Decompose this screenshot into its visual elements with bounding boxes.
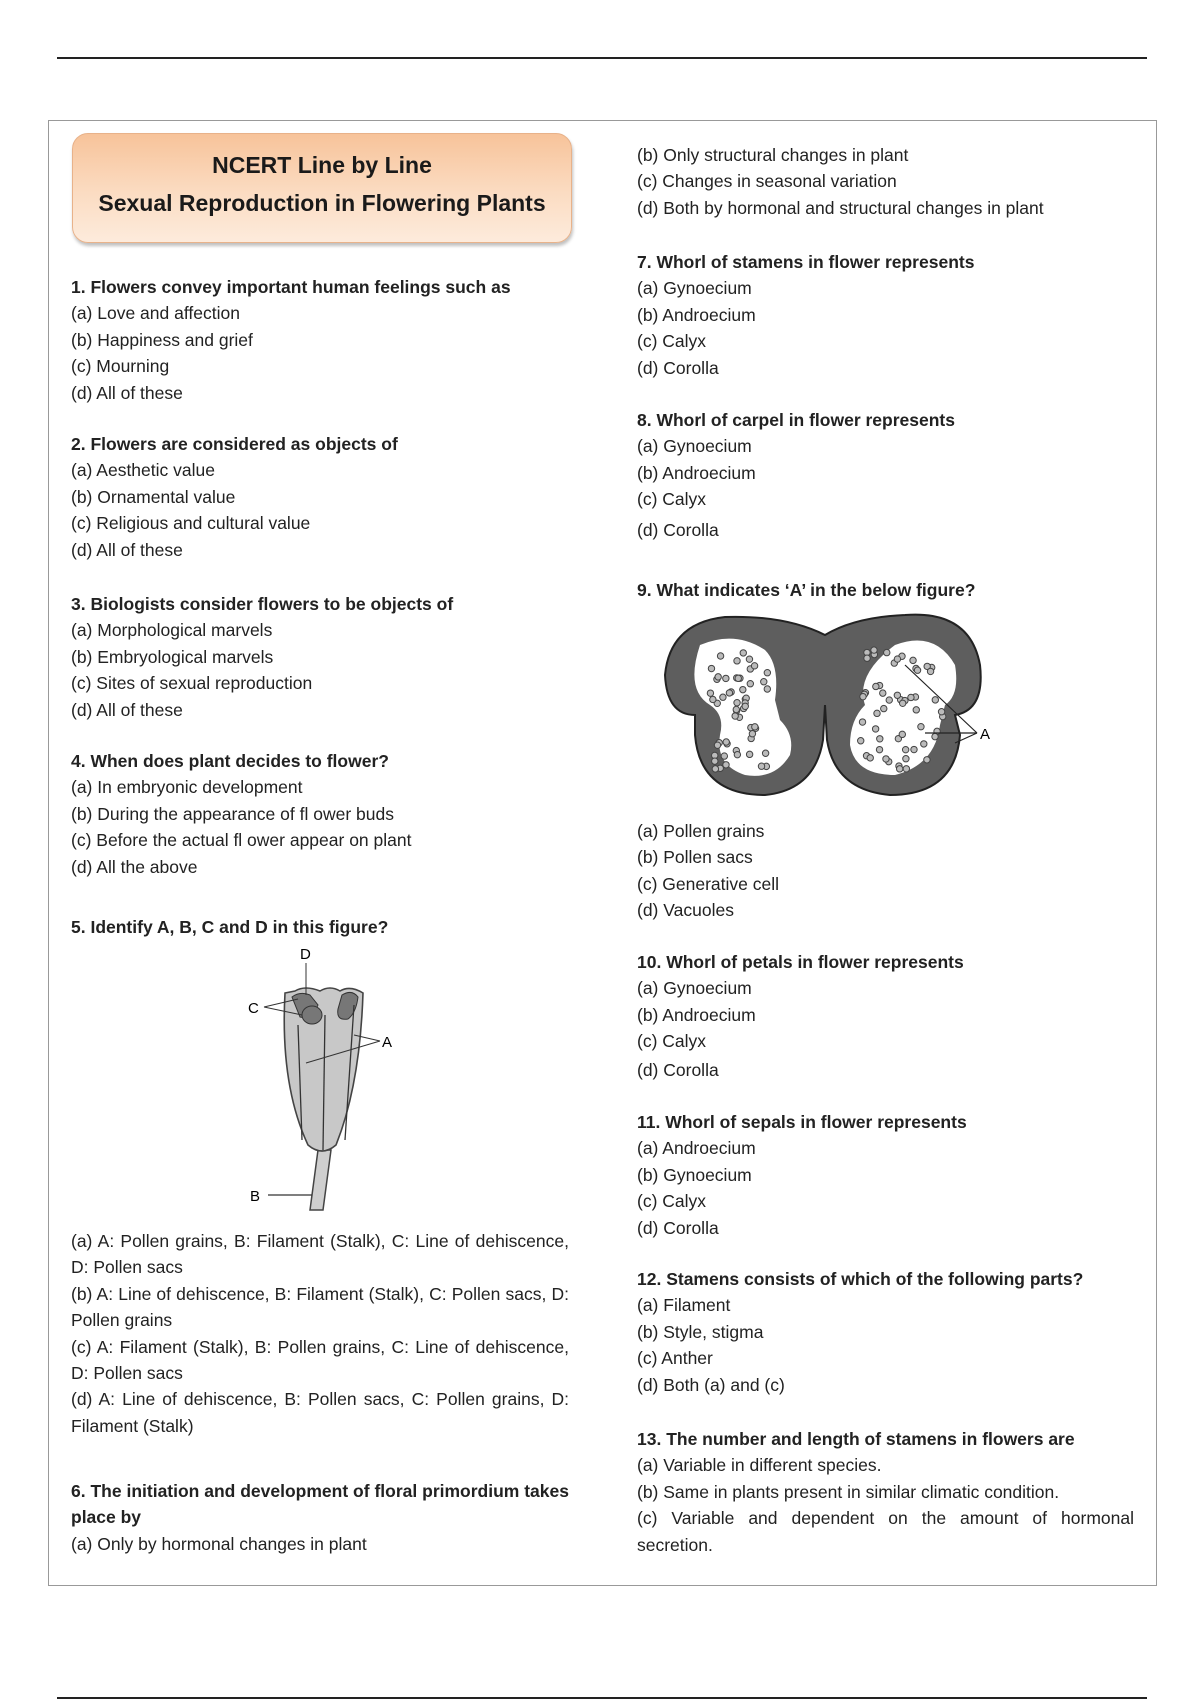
pollen-grain-mark bbox=[721, 753, 727, 759]
option: (c) Changes in seasonal variation bbox=[637, 171, 897, 192]
pollen-grain-mark bbox=[874, 710, 880, 716]
title-line-2: Sexual Reproduction in Flowering Plants bbox=[98, 190, 546, 216]
pollen-grain-mark bbox=[752, 724, 758, 730]
option: (c) Religious and cultural value bbox=[71, 513, 311, 534]
question-5 bbox=[71, 914, 571, 940]
pollen-grain-mark bbox=[908, 694, 914, 700]
title-line-1: NCERT Line by Line bbox=[212, 152, 432, 178]
option: (d) All of these bbox=[71, 539, 183, 560]
option: (a) In embryonic development bbox=[71, 777, 303, 798]
option: (a) Gynoecium bbox=[637, 436, 752, 457]
question-11 bbox=[637, 1109, 1137, 1241]
pollen-grain-mark bbox=[903, 756, 909, 762]
pollen-grain-mark bbox=[746, 751, 752, 757]
pollen-grain-mark bbox=[867, 755, 873, 761]
option: (b) Happiness and grief bbox=[71, 329, 253, 350]
option: (d) Corolla bbox=[637, 1217, 719, 1238]
pollen-grain-mark bbox=[924, 757, 930, 763]
pollen-grain-mark bbox=[726, 690, 732, 696]
pollen-grain-mark bbox=[764, 669, 770, 675]
question-text: 1. Flowers convey important human feelings such as bbox=[71, 277, 511, 297]
option: (a) Morphological marvels bbox=[71, 620, 273, 641]
pollen-grain-mark bbox=[876, 746, 882, 752]
footer-rule bbox=[57, 1697, 1147, 1699]
option: (d) All the above bbox=[71, 856, 198, 877]
question-text: 6. The initiation and development of floral primordium takes place by bbox=[71, 1481, 569, 1528]
pollen-grain-mark bbox=[714, 742, 720, 748]
pollen-grain-mark bbox=[913, 707, 919, 713]
question-7 bbox=[637, 249, 1137, 381]
option: (d) Both (a) and (c) bbox=[637, 1374, 785, 1395]
pollen-grain-mark bbox=[747, 680, 753, 686]
option: (a) A: Pollen grains, B: Filament (Stalk), C: Line of dehiscence, D: Pollen sacs bbox=[71, 1231, 569, 1278]
pollen-grain-mark bbox=[911, 746, 917, 752]
question-text: 9. What indicates ‘A’ in the below figure? bbox=[637, 580, 976, 600]
pollen-grain-mark bbox=[886, 697, 892, 703]
question-text: 13. The number and length of stamens in flowers are bbox=[637, 1429, 1075, 1449]
option: (b) Style, stigma bbox=[637, 1321, 764, 1342]
option: (c) Anther bbox=[637, 1348, 713, 1369]
option: (a) Gynoecium bbox=[637, 278, 752, 299]
pollen-grain-mark bbox=[872, 726, 878, 732]
pollen-grain-mark bbox=[764, 686, 770, 692]
option: (b) Pollen sacs bbox=[637, 847, 753, 868]
option: (b) Ornamental value bbox=[71, 486, 236, 507]
option: (c) Mourning bbox=[71, 356, 170, 377]
option: (b) Androecium bbox=[637, 304, 756, 325]
question-text: 10. Whorl of petals in flower represents bbox=[637, 952, 964, 972]
pollen-grain-mark bbox=[749, 731, 755, 737]
option: (b) Androecium bbox=[637, 1004, 756, 1025]
option: (d) Corolla bbox=[637, 519, 719, 540]
question-8 bbox=[637, 407, 1137, 543]
pollen-grain-mark bbox=[740, 686, 746, 692]
question-1 bbox=[71, 274, 571, 406]
pollen-grain-mark bbox=[710, 696, 716, 702]
option: (b) During the appearance of fl ower buds bbox=[71, 803, 394, 824]
pollen-grain-mark bbox=[734, 751, 740, 757]
pollen-grain-mark bbox=[910, 657, 916, 663]
pollen-grain-mark bbox=[762, 750, 768, 756]
pollen-grain-mark bbox=[881, 705, 887, 711]
pollen-grain-mark bbox=[761, 679, 767, 685]
pollen-grain-mark bbox=[723, 762, 729, 768]
option: (a) Pollen grains bbox=[637, 821, 765, 841]
pollen-grain-mark bbox=[715, 674, 721, 680]
option: (d) All of these bbox=[71, 699, 183, 720]
question-text: 2. Flowers are considered as objects of bbox=[71, 434, 398, 454]
pollen-grain-mark bbox=[746, 656, 752, 662]
option: (d) A: Line of dehiscence, B: Pollen sacs, C: Pollen grains, D: Filament (Stalk) bbox=[71, 1389, 569, 1436]
question-3 bbox=[71, 591, 571, 723]
question-2 bbox=[71, 431, 571, 563]
pollen-grain-mark bbox=[858, 738, 864, 744]
question-text: 7. Whorl of stamens in flower represents bbox=[637, 252, 975, 272]
figure-label-d: D bbox=[300, 946, 311, 963]
pollen-grain-mark bbox=[932, 733, 938, 739]
pollen-grain-mark bbox=[918, 724, 924, 730]
option: (d) Vacuoles bbox=[637, 900, 734, 921]
question-text: 3. Biologists consider flowers to be objects of bbox=[71, 594, 454, 614]
option: (b) Same in plants present in similar climatic condition. bbox=[637, 1481, 1060, 1502]
option: (c) Calyx bbox=[637, 1031, 707, 1052]
pollen-grain-mark bbox=[902, 746, 908, 752]
pollen-grain-mark bbox=[903, 766, 909, 772]
pollen-grain-mark bbox=[914, 667, 920, 673]
figure-label-b: B bbox=[250, 1188, 261, 1205]
pollen-grain-mark bbox=[717, 653, 723, 659]
option: (a) Aesthetic value bbox=[71, 460, 215, 481]
pollen-grain-mark bbox=[735, 675, 741, 681]
question-5-options bbox=[71, 1228, 569, 1439]
pollen-grain-mark bbox=[927, 668, 933, 674]
pollen-grain-mark bbox=[883, 756, 889, 762]
title-banner bbox=[72, 133, 572, 243]
pollen-grain-mark bbox=[723, 675, 729, 681]
option: (d) All of these bbox=[71, 382, 183, 403]
option: (b) A: Line of dehiscence, B: Filament (Stalk), C: Pollen sacs, D: Pollen grains bbox=[71, 1283, 569, 1331]
figure-label-c: C bbox=[248, 1000, 259, 1017]
pollen-grain-mark bbox=[734, 700, 740, 706]
option: (d) Corolla bbox=[637, 357, 719, 378]
option: (a) Filament bbox=[637, 1295, 731, 1316]
question-9 bbox=[637, 577, 1137, 603]
pollen-grain-mark bbox=[873, 683, 879, 689]
option: (b) Embryological marvels bbox=[71, 646, 274, 667]
pollen-grain-mark bbox=[708, 665, 714, 671]
option: (b) Only structural changes in plant bbox=[637, 145, 909, 165]
pollen-grain-mark bbox=[751, 663, 757, 669]
pollen-grain-mark bbox=[864, 655, 870, 661]
pollen-grain-mark bbox=[899, 700, 905, 706]
option: (a) Love and affection bbox=[71, 303, 240, 324]
pollen-grain-mark bbox=[720, 694, 726, 700]
option: (c) Before the actual fl ower appear on plant bbox=[71, 830, 412, 851]
option: (c) Calyx bbox=[637, 331, 707, 352]
option: (c) Generative cell bbox=[637, 873, 779, 894]
pollen-grain-mark bbox=[884, 649, 890, 655]
pollen-grain-mark bbox=[860, 693, 866, 699]
option: (c) A: Filament (Stalk), B: Pollen grains, C: Line of dehiscence, D: Pollen sacs bbox=[71, 1336, 569, 1384]
option: (c) Calyx bbox=[637, 489, 707, 510]
pollen-grain-mark bbox=[712, 766, 718, 772]
header-rule bbox=[57, 57, 1147, 59]
option: (c) Variable and dependent on the amount of hormonal secretion. bbox=[637, 1508, 1134, 1555]
pollen-grain-mark bbox=[707, 690, 713, 696]
pollen-grain-mark bbox=[740, 650, 746, 656]
question-4 bbox=[71, 748, 571, 880]
question-text: 8. Whorl of carpel in flower represents bbox=[637, 410, 955, 430]
figure-label-a: A bbox=[980, 726, 991, 743]
question-text: 4. When does plant decides to flower? bbox=[71, 751, 389, 771]
question-text: 5. Identify A, B, C and D in this figure? bbox=[71, 917, 389, 937]
option: (d) Corolla bbox=[637, 1059, 719, 1080]
anther-cross-section-figure bbox=[655, 605, 1000, 810]
stamen-figure bbox=[230, 945, 420, 1225]
pollen-grain-mark bbox=[732, 713, 738, 719]
pollen-grain-mark bbox=[894, 656, 900, 662]
option: (d) Both by hormonal and structural changes in plant bbox=[637, 197, 1044, 218]
question-10 bbox=[637, 949, 1137, 1083]
option: (a) Only by hormonal changes in plant bbox=[71, 1533, 367, 1554]
pollen-grain-mark bbox=[758, 763, 764, 769]
pollen-grain-mark bbox=[899, 731, 905, 737]
option: (c) Calyx bbox=[637, 1191, 707, 1212]
option: (a) Variable in different species. bbox=[637, 1455, 882, 1476]
pollen-grain-mark bbox=[880, 690, 886, 696]
question-text: 11. Whorl of sepals in flower represents bbox=[637, 1112, 967, 1132]
option: (a) Androecium bbox=[637, 1138, 756, 1159]
option: (b) Gynoecium bbox=[637, 1164, 752, 1185]
pollen-grain-mark bbox=[932, 697, 938, 703]
pollen-grain-mark bbox=[894, 692, 900, 698]
pollen-grain-mark bbox=[712, 758, 718, 764]
pollen-grain-mark bbox=[742, 703, 748, 709]
option: (a) Gynoecium bbox=[637, 978, 752, 999]
question-13 bbox=[637, 1426, 1134, 1558]
option: (b) Androecium bbox=[637, 462, 756, 483]
pollen-grain-mark bbox=[734, 658, 740, 664]
pollen-grain-mark bbox=[871, 647, 877, 653]
pollen-grain-mark bbox=[723, 739, 729, 745]
pollen-grain-mark bbox=[859, 719, 865, 725]
question-6 bbox=[71, 1478, 569, 1557]
pollen-grain-mark bbox=[938, 709, 944, 715]
question-6-continued bbox=[637, 142, 1137, 221]
question-text: 12. Stamens consists of which of the following parts? bbox=[637, 1269, 1084, 1289]
pollen-grain-mark bbox=[921, 741, 927, 747]
pollen-grain-mark bbox=[733, 706, 739, 712]
pollen-grain-mark bbox=[896, 766, 902, 772]
pollen-grain-mark bbox=[877, 736, 883, 742]
question-12 bbox=[637, 1266, 1137, 1398]
question-9-options bbox=[637, 818, 1137, 924]
option: (c) Sites of sexual reproduction bbox=[71, 673, 313, 694]
figure-label-a: A bbox=[382, 1034, 393, 1051]
